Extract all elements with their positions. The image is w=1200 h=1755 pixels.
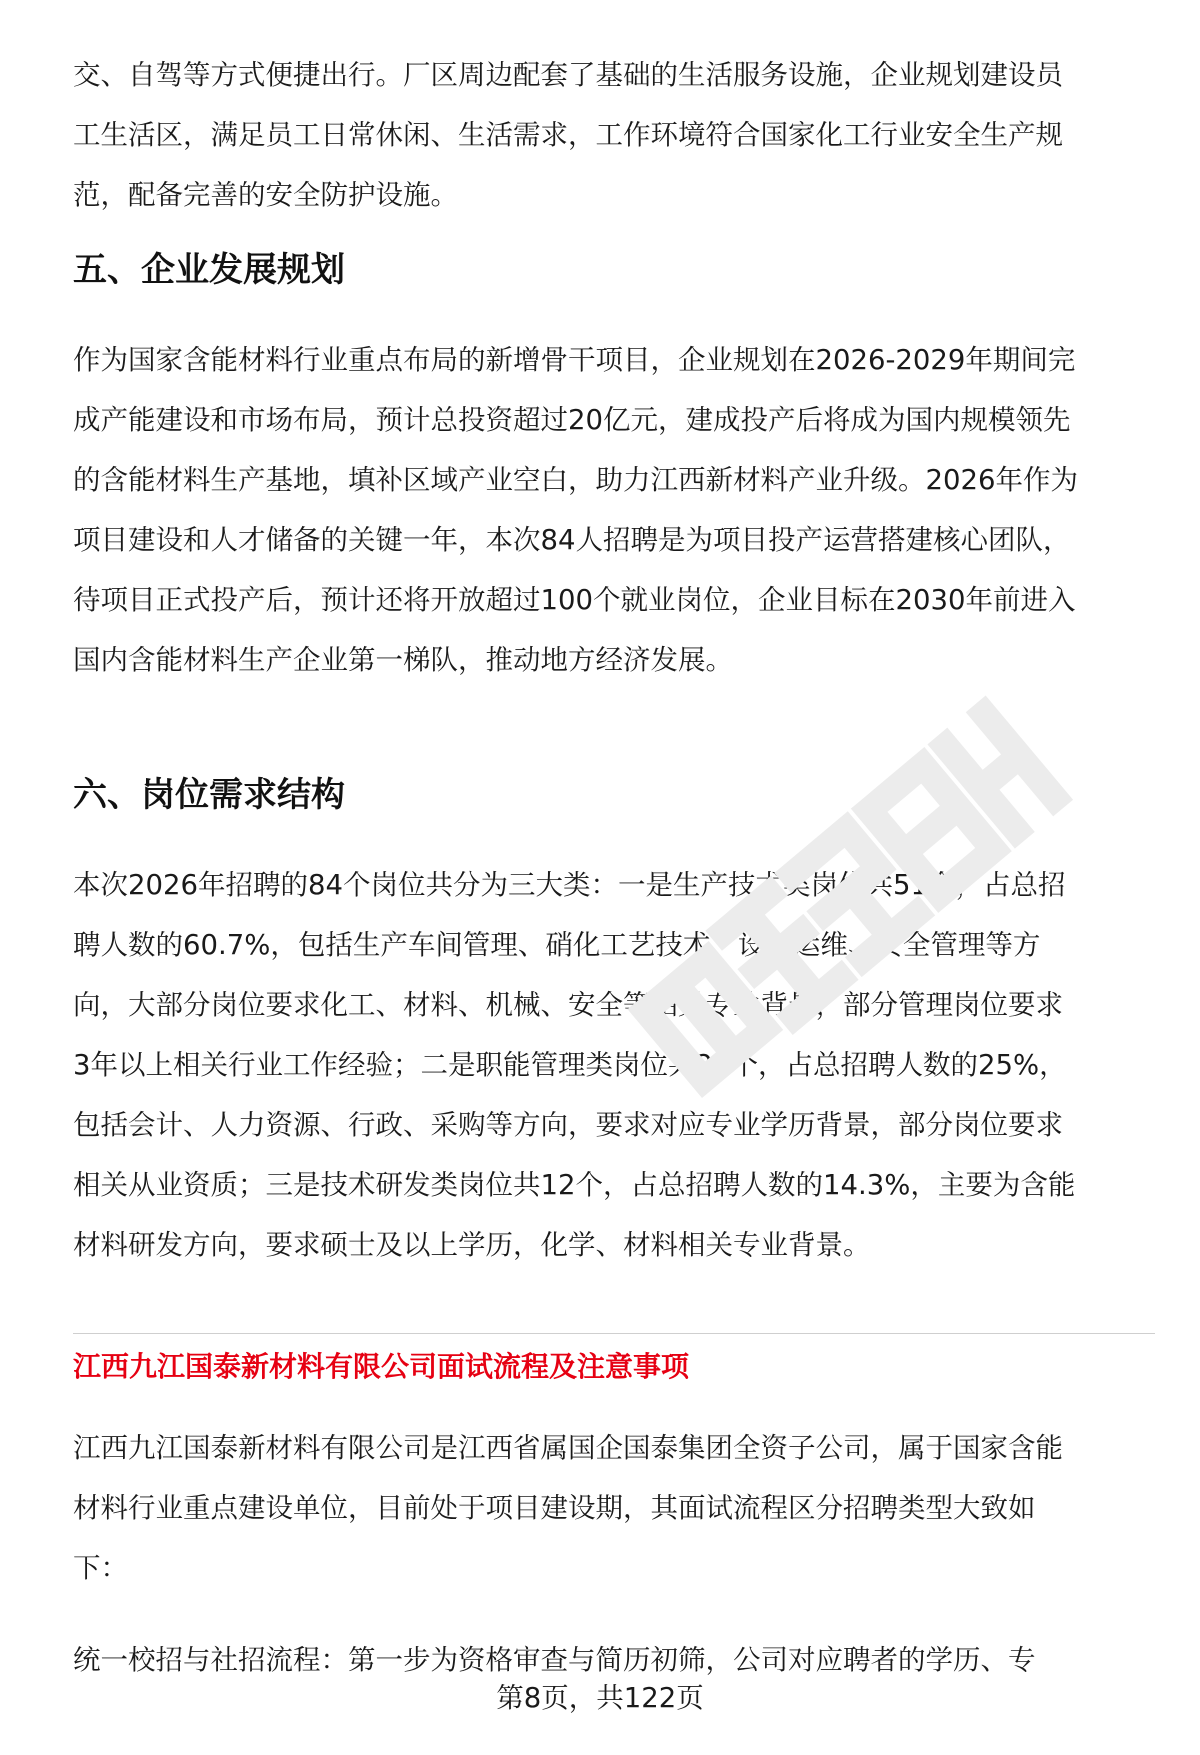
- paragraph-line: 相关从业资质；三是技术研发类岗位共12个，占总招聘人数的14.3%，主要为含能: [73, 1169, 1076, 1201]
- paragraph-line: 江西九江国泰新材料有限公司是江西省属国企国泰集团全资子公司，属于国家含能: [73, 1432, 1063, 1464]
- paragraph-line: 3年以上相关行业工作经验；二是职能管理类岗位共21个，占总招聘人数的25%，: [73, 1049, 1067, 1081]
- paragraph-line: 统一校招与社招流程：第一步为资格审查与简历初筛，公司对应聘者的学历、专: [73, 1644, 1036, 1676]
- paragraph-line: 项目建设和人才储备的关键一年，本次84人招聘是为项目投产运营搭建核心团队，: [73, 524, 1071, 556]
- interview-section-title: 江西九江国泰新材料有限公司面试流程及注意事项: [73, 1350, 690, 1383]
- paragraph-line: 向，大部分岗位要求化工、材料、机械、安全等相关专业背景，部分管理岗位要求: [73, 989, 1063, 1021]
- paragraph-line: 的含能材料生产基地，填补区域产业空白，助力江西新材料产业升级。2026年作为: [73, 464, 1078, 496]
- page-number: 第8页，共122页: [496, 1682, 704, 1714]
- intro-paragraph: [73, 45, 1063, 225]
- paragraph-line: 工生活区，满足员工日常休闲、生活需求，工作环境符合国家化工行业安全生产规: [73, 119, 1063, 151]
- paragraph-line: 聘人数的60.7%，包括生产车间管理、硝化工艺技术、设备运维、安全管理等方: [73, 929, 1041, 961]
- section-five-heading: 五、企业发展规划: [73, 250, 345, 290]
- paragraph-line: 范，配备完善的安全防护设施。: [73, 179, 458, 211]
- section-six-heading: 六、岗位需求结构: [73, 775, 345, 815]
- paragraph-line: 作为国家含能材料行业重点布局的新增骨干项目，企业规划在2026-2029年期间完: [73, 344, 1076, 376]
- paragraph-line: 下：: [73, 1552, 128, 1584]
- paragraph-line: 本次2026年招聘的84个岗位共分为三大类：一是生产技术类岗位共51个，占总招: [73, 869, 1066, 901]
- paragraph-line: 材料行业重点建设单位，目前处于项目建设期，其面试流程区分招聘类型大致如: [73, 1492, 1036, 1524]
- interview-intro-paragraph: [73, 1418, 1063, 1598]
- paragraph-line: 成产能建设和市场布局，预计总投资超过20亿元，建成投产后将成为国内规模领先: [73, 404, 1071, 436]
- paragraph-line: 国内含能材料生产企业第一梯队，推动地方经济发展。: [73, 644, 733, 676]
- section-five-paragraph: [73, 330, 1078, 690]
- paragraph-line: 包括会计、人力资源、行政、采购等方向，要求对应专业学历背景，部分岗位要求: [73, 1109, 1063, 1141]
- section-six-paragraph: [73, 855, 1075, 1275]
- paragraph-line: 待项目正式投产后，预计还将开放超过100个就业岗位，企业目标在2030年前进入: [73, 584, 1076, 616]
- paragraph-line: 材料研发方向，要求硕士及以上学历，化学、材料相关专业背景。: [73, 1229, 871, 1261]
- section-divider: [73, 1333, 1155, 1334]
- paragraph-line: 交、自驾等方式便捷出行。厂区周边配套了基础的生活服务设施，企业规划建设员: [73, 59, 1063, 91]
